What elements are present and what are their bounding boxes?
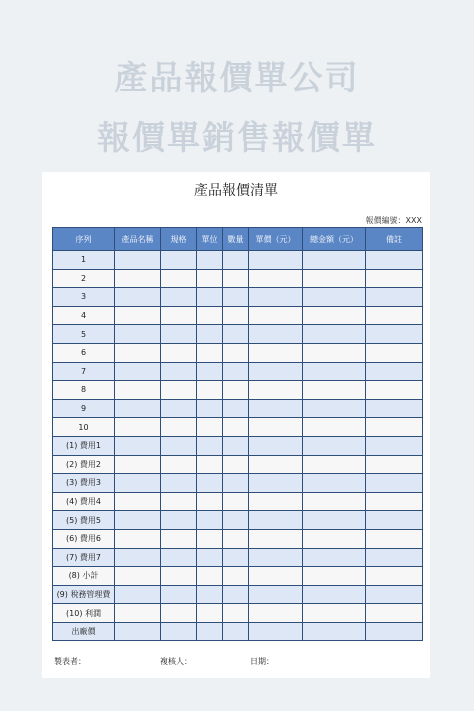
table-cell bbox=[115, 343, 161, 362]
table-cell bbox=[197, 511, 223, 530]
table-cell bbox=[115, 474, 161, 493]
table-cell bbox=[249, 511, 303, 530]
table-cell bbox=[249, 269, 303, 288]
table-row bbox=[53, 381, 423, 400]
table-cell bbox=[115, 622, 161, 641]
table-cell bbox=[249, 474, 303, 493]
table-cell bbox=[223, 436, 249, 455]
table-cell bbox=[249, 399, 303, 418]
row-label-cell: (1) 費用1 bbox=[53, 436, 115, 455]
table-row bbox=[53, 288, 423, 307]
table-cell bbox=[366, 362, 423, 381]
table-cell bbox=[366, 529, 423, 548]
row-label-cell: 2 bbox=[53, 269, 115, 288]
table-cell bbox=[161, 306, 197, 325]
table-cell bbox=[249, 529, 303, 548]
table-cell bbox=[161, 492, 197, 511]
table-cell bbox=[115, 288, 161, 307]
table-cell bbox=[303, 529, 366, 548]
table-cell bbox=[249, 288, 303, 307]
table-cell bbox=[303, 622, 366, 641]
header-cell: 產品名稱 bbox=[115, 228, 161, 251]
table-cell bbox=[197, 306, 223, 325]
table-row bbox=[53, 306, 423, 325]
table-cell bbox=[223, 622, 249, 641]
header-cell: 總金額（元） bbox=[303, 228, 366, 251]
table-cell bbox=[115, 567, 161, 586]
table-cell bbox=[366, 343, 423, 362]
footer-reviewer: 複核人： bbox=[160, 657, 192, 666]
row-label-cell: 9 bbox=[53, 399, 115, 418]
table-cell bbox=[115, 604, 161, 623]
table-cell bbox=[303, 288, 366, 307]
table-cell bbox=[115, 585, 161, 604]
row-label-cell: (6) 費用6 bbox=[53, 529, 115, 548]
table-cell bbox=[197, 548, 223, 567]
table-cell bbox=[197, 474, 223, 493]
row-label-cell: (5) 費用5 bbox=[53, 511, 115, 530]
table-cell bbox=[249, 622, 303, 641]
table-cell bbox=[249, 492, 303, 511]
table-cell bbox=[223, 418, 249, 437]
table-cell bbox=[303, 455, 366, 474]
table-cell bbox=[161, 325, 197, 344]
table-cell bbox=[223, 343, 249, 362]
table-cell bbox=[303, 343, 366, 362]
table-cell bbox=[115, 306, 161, 325]
row-label-cell: (7) 費用7 bbox=[53, 548, 115, 567]
table-cell bbox=[115, 362, 161, 381]
table-cell bbox=[161, 399, 197, 418]
banner-title-line2: 報價單銷售報價單 bbox=[97, 118, 377, 157]
table-cell bbox=[249, 251, 303, 270]
table-cell bbox=[303, 418, 366, 437]
table-cell bbox=[366, 511, 423, 530]
table-cell bbox=[161, 381, 197, 400]
table-cell bbox=[115, 269, 161, 288]
table-cell bbox=[115, 492, 161, 511]
header-cell: 數量 bbox=[223, 228, 249, 251]
table-cell bbox=[223, 381, 249, 400]
table-cell bbox=[223, 474, 249, 493]
table-cell bbox=[197, 455, 223, 474]
table-cell bbox=[303, 362, 366, 381]
table-cell bbox=[249, 436, 303, 455]
table-cell bbox=[366, 418, 423, 437]
table-cell bbox=[223, 567, 249, 586]
table-cell bbox=[223, 604, 249, 623]
table-cell bbox=[249, 362, 303, 381]
table-cell bbox=[223, 251, 249, 270]
table-cell bbox=[161, 511, 197, 530]
table-cell bbox=[249, 325, 303, 344]
table-cell bbox=[223, 362, 249, 381]
table-cell bbox=[197, 622, 223, 641]
table-cell bbox=[161, 251, 197, 270]
table-cell bbox=[115, 511, 161, 530]
table-cell bbox=[223, 529, 249, 548]
quote-sheet bbox=[42, 172, 430, 678]
table-row bbox=[53, 269, 423, 288]
table-cell bbox=[223, 548, 249, 567]
table-cell bbox=[303, 511, 366, 530]
row-label-cell: 4 bbox=[53, 306, 115, 325]
table-cell bbox=[161, 418, 197, 437]
table-cell bbox=[249, 343, 303, 362]
table-cell bbox=[223, 585, 249, 604]
table-cell bbox=[197, 529, 223, 548]
row-label-cell: 10 bbox=[53, 418, 115, 437]
table-cell bbox=[197, 418, 223, 437]
table-cell bbox=[197, 436, 223, 455]
table-cell bbox=[161, 455, 197, 474]
table-cell bbox=[303, 251, 366, 270]
table-cell bbox=[366, 325, 423, 344]
table-cell bbox=[303, 567, 366, 586]
table-cell bbox=[197, 604, 223, 623]
table-cell bbox=[115, 251, 161, 270]
table-cell bbox=[366, 381, 423, 400]
table-cell bbox=[223, 511, 249, 530]
table-cell bbox=[366, 251, 423, 270]
table-cell bbox=[366, 567, 423, 586]
table-cell bbox=[161, 474, 197, 493]
table-cell bbox=[161, 436, 197, 455]
footer-maker: 製表者： bbox=[54, 657, 86, 666]
row-label-cell: 7 bbox=[53, 362, 115, 381]
table-cell bbox=[115, 529, 161, 548]
table-cell bbox=[249, 381, 303, 400]
table-cell bbox=[115, 455, 161, 474]
table-cell bbox=[303, 306, 366, 325]
table-cell bbox=[161, 529, 197, 548]
table-row bbox=[53, 492, 423, 511]
table-cell bbox=[366, 622, 423, 641]
sheet-title: 產品報價清單 bbox=[194, 183, 278, 199]
table-cell bbox=[366, 436, 423, 455]
table-cell bbox=[366, 399, 423, 418]
quote-number: 報價編號：XXX bbox=[365, 216, 422, 225]
table-cell bbox=[303, 585, 366, 604]
table-cell bbox=[197, 567, 223, 586]
table-cell bbox=[197, 288, 223, 307]
table-cell bbox=[366, 492, 423, 511]
table-cell bbox=[161, 622, 197, 641]
table-cell bbox=[366, 585, 423, 604]
table-cell bbox=[161, 548, 197, 567]
table-cell bbox=[161, 269, 197, 288]
footer-date: 日期： bbox=[250, 657, 274, 666]
table-cell bbox=[366, 455, 423, 474]
table-row bbox=[53, 548, 423, 567]
table-row bbox=[53, 585, 423, 604]
row-label-cell: 5 bbox=[53, 325, 115, 344]
table-cell bbox=[161, 567, 197, 586]
table-cell bbox=[303, 325, 366, 344]
table-row bbox=[53, 343, 423, 362]
table-cell bbox=[366, 474, 423, 493]
row-label-cell: 6 bbox=[53, 343, 115, 362]
table-cell bbox=[161, 604, 197, 623]
table-cell bbox=[303, 436, 366, 455]
row-label-cell: 8 bbox=[53, 381, 115, 400]
table-cell bbox=[197, 269, 223, 288]
quote-table bbox=[52, 227, 423, 641]
header-cell: 規格 bbox=[161, 228, 197, 251]
table-row bbox=[53, 251, 423, 270]
table-cell bbox=[303, 474, 366, 493]
table-cell bbox=[366, 306, 423, 325]
table-cell bbox=[223, 325, 249, 344]
table-row bbox=[53, 622, 423, 641]
table-cell bbox=[303, 548, 366, 567]
table-cell bbox=[223, 399, 249, 418]
table-cell bbox=[249, 455, 303, 474]
table-cell bbox=[197, 251, 223, 270]
table-cell bbox=[366, 269, 423, 288]
table-cell bbox=[115, 548, 161, 567]
table-cell bbox=[223, 455, 249, 474]
table-cell bbox=[197, 492, 223, 511]
table-cell bbox=[249, 306, 303, 325]
table-cell bbox=[223, 306, 249, 325]
table-cell bbox=[303, 604, 366, 623]
table-cell bbox=[249, 585, 303, 604]
table-row bbox=[53, 604, 423, 623]
table-cell bbox=[366, 548, 423, 567]
table-row bbox=[53, 418, 423, 437]
table-row bbox=[53, 511, 423, 530]
table-row bbox=[53, 567, 423, 586]
table-cell bbox=[197, 343, 223, 362]
row-label-cell: (9) 稅務管理費 bbox=[53, 585, 115, 604]
table-row bbox=[53, 436, 423, 455]
table-cell bbox=[115, 325, 161, 344]
row-label-cell: 出廠價 bbox=[53, 622, 115, 641]
header-cell: 單價（元） bbox=[249, 228, 303, 251]
table-cell bbox=[223, 269, 249, 288]
table-row bbox=[53, 362, 423, 381]
table-cell bbox=[197, 362, 223, 381]
table-cell bbox=[197, 399, 223, 418]
table-cell bbox=[303, 399, 366, 418]
table-row bbox=[53, 529, 423, 548]
row-label-cell: (8) 小計 bbox=[53, 567, 115, 586]
row-label-cell: (10) 利潤 bbox=[53, 604, 115, 623]
table-cell bbox=[161, 585, 197, 604]
row-label-cell: (4) 費用4 bbox=[53, 492, 115, 511]
header-cell: 序列 bbox=[53, 228, 115, 251]
row-label-cell: 3 bbox=[53, 288, 115, 307]
table-cell bbox=[115, 399, 161, 418]
header-cell: 備註 bbox=[366, 228, 423, 251]
row-label-cell: (2) 費用2 bbox=[53, 455, 115, 474]
table-cell bbox=[303, 492, 366, 511]
table-row bbox=[53, 325, 423, 344]
table-cell bbox=[366, 604, 423, 623]
table-cell bbox=[249, 548, 303, 567]
header-cell: 單位 bbox=[197, 228, 223, 251]
table-cell bbox=[223, 288, 249, 307]
table-cell bbox=[249, 418, 303, 437]
row-label-cell: 1 bbox=[53, 251, 115, 270]
header-row bbox=[53, 228, 423, 251]
table-cell bbox=[249, 567, 303, 586]
table-cell bbox=[223, 492, 249, 511]
table-cell bbox=[161, 288, 197, 307]
row-label-cell: (3) 費用3 bbox=[53, 474, 115, 493]
table-cell bbox=[303, 269, 366, 288]
banner-title-line1: 產品報價單公司 bbox=[114, 58, 360, 97]
table-cell bbox=[161, 362, 197, 381]
table-cell bbox=[115, 418, 161, 437]
table-row bbox=[53, 455, 423, 474]
table-cell bbox=[161, 343, 197, 362]
table-cell bbox=[115, 381, 161, 400]
table-cell bbox=[197, 381, 223, 400]
table-row bbox=[53, 399, 423, 418]
table-cell bbox=[197, 585, 223, 604]
table-cell bbox=[366, 288, 423, 307]
table-cell bbox=[303, 381, 366, 400]
table-row bbox=[53, 474, 423, 493]
table-cell bbox=[115, 436, 161, 455]
table-cell bbox=[249, 604, 303, 623]
table-cell bbox=[197, 325, 223, 344]
